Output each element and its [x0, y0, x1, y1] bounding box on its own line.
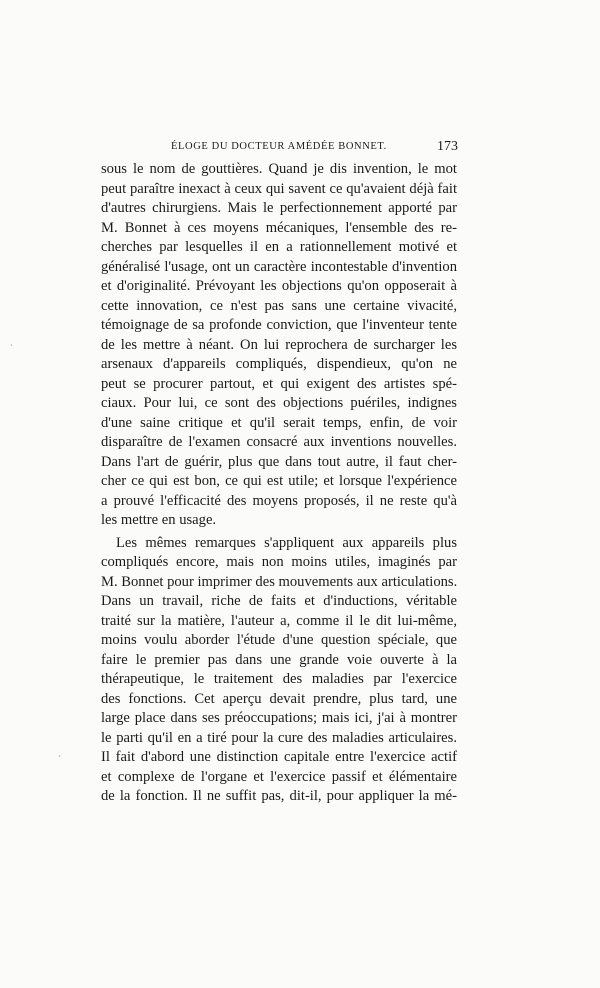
paragraph-2 — [101, 534, 457, 807]
text-line: peut se procurer partout, et qui exigent des artistes spé- — [101, 375, 457, 392]
text-line: d'une saine critique et qu'il serait temps, enfin, de voir — [101, 414, 457, 431]
text-line: cette innovation, ce n'est pas sans une certaine vivacité, — [101, 297, 457, 314]
text-line: M. Bonnet pour imprimer des mouvements aux articulations. — [101, 573, 458, 590]
text-line: arsenaux d'appareils compliqués, dispendieux, qu'on ne — [101, 356, 457, 372]
text-line: des fonctions. Cet aperçu devait prendre, plus tard, une — [101, 690, 457, 707]
text-line: le parti qu'il en a tiré pour la cure des maladies articulaires. — [101, 729, 457, 746]
text-line: Les mêmes remarques s'appliquent aux appareils plus — [116, 534, 457, 551]
text-line: et d'originalité. Prévoyant les objections qu'on opposerait à — [101, 278, 457, 294]
text-line: d'autres chirurgiens. Mais le perfectionnement apporté par — [101, 200, 457, 216]
paragraph-1 — [101, 160, 457, 531]
text-line: compliqués encore, mais non moins utiles, imaginés par — [101, 554, 457, 570]
page-number: 173 — [437, 139, 458, 154]
text-line: cher ce qui est bon, ce qui est utile; et lorsque l'expérience — [101, 473, 457, 489]
text-line: peut paraître inexact à ceux qui savent ce qu'avaient déjà fait — [101, 180, 457, 197]
text-line: les mettre en usage. — [101, 512, 217, 528]
text-line: faire le premier pas dans une grande voie ouverte à la — [101, 651, 457, 668]
running-title: ÉLOGE DU DOCTEUR AMÉDÉE BONNET. — [171, 141, 387, 152]
text-line: disparaître de l'examen consacré aux inventions nouvelles. — [101, 434, 457, 450]
text-line: sous le nom de gouttières. Quand je dis invention, le mot — [101, 161, 457, 177]
text-line: thérapeutique, le traitement des maladies par l'exercice — [101, 671, 457, 687]
running-head — [171, 141, 458, 155]
margin-speck-mark: ˋ — [10, 343, 13, 353]
margin-speck-mark: ˊ — [58, 754, 61, 764]
text-line: ciaux. Pour lui, ce sont des objections puériles, indignes — [101, 395, 457, 411]
text-line: de les mettre à néant. On lui reprochera de surcharger les — [101, 336, 457, 353]
text-line: large place dans ses préoccupations; mais ici, j'ai à montrer — [101, 710, 457, 726]
text-line: Il fait d'abord une distinction capitale entre l'exercice actif — [101, 749, 457, 765]
text-line: Dans un travail, riche de faits et d'inductions, véritable — [101, 593, 457, 609]
text-line: témoignage de sa profonde conviction, que l'inventeur tente — [101, 317, 457, 333]
body-text — [101, 160, 457, 807]
text-line: M. Bonnet à ces moyens mécaniques, l'ensemble des re- — [101, 219, 457, 236]
text-line: Dans l'art de guérir, plus que dans tout autre, il faut cher- — [101, 453, 457, 470]
text-line: généralisé l'usage, ont un caractère incontestable d'invention — [101, 258, 457, 275]
text-line: de la fonction. Il ne suffit pas, dit-il, pour appliquer la mé- — [101, 788, 457, 804]
text-line: traité sur la matière, l'auteur a, comme il le dit lui-même, — [101, 612, 457, 629]
text-line: moins voulu aborder l'étude d'une question spéciale, que — [101, 632, 457, 648]
text-line: cherches par lesquelles il en a rationnellement motivé et — [101, 239, 457, 255]
text-line: a prouvé l'efficacité des moyens proposés, il ne reste qu'à — [101, 492, 457, 509]
text-line: et complexe de l'organe et l'exercice passif et élémentaire — [101, 768, 457, 785]
